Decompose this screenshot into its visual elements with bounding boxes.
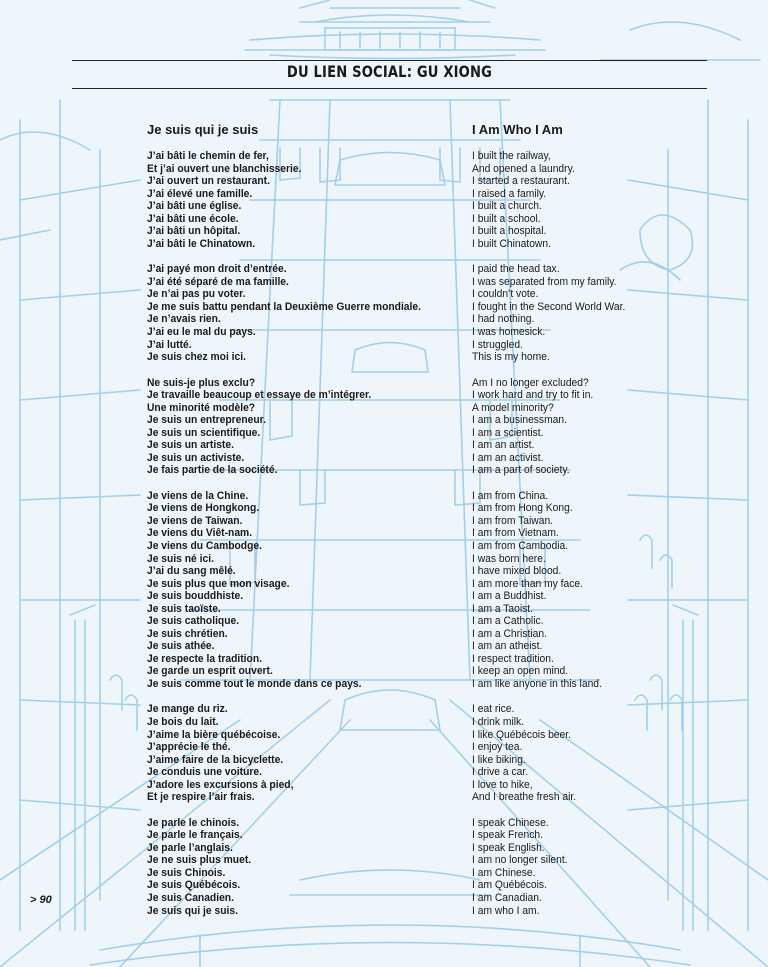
poem-line: Je viens du Viêt-nam.	[147, 527, 253, 540]
poem-line: Je me suis battu pendant la Deuxième Guerre mondiale.	[147, 300, 421, 313]
poem-line: I am from Cambodia.	[472, 539, 569, 552]
poem-line: I started a restaurant.	[472, 175, 570, 188]
poem-line: I paid the head tax.	[472, 263, 560, 276]
poem-line: J’ai bâti un hôpital.	[147, 225, 241, 238]
french-poem-heading: Je suis qui je suis	[147, 122, 259, 137]
french-stanza	[147, 703, 447, 803]
poem-line: Je suis taoïste.	[147, 602, 221, 615]
english-stanza	[472, 817, 742, 917]
poem-line: I am Canadian.	[472, 891, 542, 904]
poem-line: I enjoy tea.	[472, 741, 523, 754]
poem-line: Je viens de Taiwan.	[147, 514, 243, 527]
poem-line: I drink milk.	[472, 715, 525, 728]
poem-line: I was separated from my family.	[472, 275, 617, 288]
poem-line: I respect tradition.	[472, 652, 554, 665]
poem-line: J’aime faire de la bicyclette.	[147, 753, 284, 766]
english-stanza	[472, 490, 742, 691]
poem-line: I am a Christian.	[472, 627, 547, 640]
poem-line: Je suis un artiste.	[147, 439, 234, 452]
poem-line: I am from Vietnam.	[472, 527, 559, 540]
poem-line: Je suis bouddhiste.	[147, 590, 244, 603]
title-rule-top	[72, 60, 707, 61]
poem-line: A model minority?	[472, 401, 554, 414]
poem-line: I am who I am.	[472, 904, 540, 917]
poem-line: J’ai ouvert un restaurant.	[147, 175, 270, 188]
poem-line: Je n’avais rien.	[147, 313, 221, 326]
french-stanza	[147, 490, 447, 691]
english-stanza	[472, 263, 742, 363]
french-stanzas	[147, 150, 447, 917]
poem-line: Je conduis une voiture.	[147, 766, 262, 779]
poem-line: I am Chinese.	[472, 866, 536, 879]
poem-line: Je suis chrétien.	[147, 627, 228, 640]
poem-line: I am a Catholic.	[472, 615, 544, 628]
poem-line: I am an atheist.	[472, 640, 543, 653]
poem-line: I am a Buddhist.	[472, 590, 547, 603]
poem-line: Je respecte la tradition.	[147, 652, 262, 665]
poem-line: Et j’ai ouvert une blanchisserie.	[147, 162, 302, 175]
french-poem-column	[147, 122, 447, 930]
poem-line: J’aime la bière québécoise.	[147, 728, 281, 741]
poem-line: Je suis Chinois.	[147, 866, 226, 879]
title-rule-bottom	[72, 88, 707, 89]
poem-line: I speak French.	[472, 829, 543, 842]
poem-line: I am a businessman.	[472, 414, 567, 427]
poem-line: I was born here.	[472, 552, 546, 565]
poem-line: J’ai payé mon droit d’entrée.	[147, 263, 287, 276]
poem-line: I built a school.	[472, 212, 541, 225]
poem-line: J’apprécie le thé.	[147, 741, 231, 754]
poem-line: J’adore les excursions à pied,	[147, 778, 294, 791]
poem-line: Je suis Québécois.	[147, 879, 241, 892]
french-stanza	[147, 377, 447, 477]
poem-line: I speak Chinese.	[472, 816, 549, 829]
poem-line: I am from Hong Kong.	[472, 502, 573, 515]
poem-line: I am Québécois.	[472, 879, 547, 892]
poem-line: J’ai eu le mal du pays.	[147, 326, 256, 338]
poem-line: I am more than my face.	[472, 577, 583, 590]
poem-line: I have mixed blood.	[472, 565, 562, 578]
poem-line: I work hard and try to fit in.	[472, 389, 594, 402]
poem-line: Je suis plus que mon visage.	[147, 577, 290, 590]
poem-line: And I breathe fresh air.	[472, 791, 577, 804]
poem-line: Je fais partie de la société.	[147, 464, 278, 477]
poem-line: Une minorité modèle?	[147, 401, 256, 414]
poem-line: J’ai lutté.	[147, 338, 192, 351]
english-stanza	[472, 703, 742, 803]
french-stanza	[147, 263, 447, 363]
poem-line: Am I no longer excluded?	[472, 376, 589, 389]
poem-line: I built a church.	[472, 200, 542, 213]
poem-line: I couldn’t vote.	[472, 288, 539, 301]
poem-line: I am a Taoist.	[472, 602, 534, 615]
poem-line: Je garde un esprit ouvert.	[147, 665, 273, 678]
poem-line: Je suis comme tout le monde dans ce pays.	[147, 678, 362, 690]
poem-line: J’ai été séparé de ma famille.	[147, 275, 289, 288]
poem-line: I fought in the Second World War.	[472, 300, 626, 313]
poem-line: J’ai bâti le Chinatown.	[147, 237, 256, 250]
french-stanza	[147, 817, 447, 917]
page-title: DU LIEN SOCIAL: GU XIONG	[286, 62, 493, 81]
poem-line: I am a scientist.	[472, 426, 544, 439]
poem-line: I built a hospital.	[472, 225, 547, 238]
poem-line: Je bois du lait.	[147, 715, 219, 728]
poem-line: Je parle le chinois.	[147, 816, 240, 829]
poem-line: I am an activist.	[472, 451, 544, 464]
poem-line: J’ai du sang mêlé.	[147, 565, 236, 578]
poem-line: I struggled.	[472, 338, 523, 351]
poem-line: I eat rice.	[472, 703, 515, 716]
poem-line: I am like anyone in this land.	[472, 678, 602, 690]
poem-line: J’ai bâti une église.	[147, 200, 242, 213]
poem-line: I keep an open mind.	[472, 665, 569, 678]
page-number: > 90	[30, 894, 52, 906]
poem-line: I was homesick.	[472, 326, 546, 338]
poem-line: I am from China.	[472, 489, 549, 502]
poem-line: Je viens de Hongkong.	[147, 502, 260, 515]
poem-line: I raised a family.	[472, 187, 547, 200]
poem-line: I am a part of society.	[472, 464, 570, 477]
english-stanza	[472, 150, 742, 250]
poem-line: J’ai bâti une école.	[147, 212, 239, 225]
poem-line: Je suis qui je suis.	[147, 904, 238, 917]
poem-line: Je suis Canadien.	[147, 891, 234, 904]
poem-line: J’ai bâti le chemin de fer,	[147, 150, 269, 162]
poem-line: I am an artist.	[472, 439, 535, 452]
poem-line: Je parle le français.	[147, 829, 243, 842]
poem-line: I built the railway,	[472, 150, 551, 162]
poem-line: Je suis né ici.	[147, 552, 214, 565]
poem-line: I like Québécois beer.	[472, 728, 571, 741]
poem-line: I drive a car.	[472, 766, 529, 779]
poem-line: I speak English.	[472, 841, 545, 854]
poem-line: I built Chinatown.	[472, 237, 551, 250]
english-poem-heading: I Am Who I Am	[472, 122, 563, 137]
french-stanza	[147, 150, 447, 250]
poem-line: This is my home.	[472, 351, 550, 364]
poem-line: Je ne suis plus muet.	[147, 854, 252, 867]
poem-line: Je suis un scientifique.	[147, 426, 261, 439]
poem-line: Je parle l’anglais.	[147, 841, 233, 854]
poem-line: Je suis un entrepreneur.	[147, 414, 266, 427]
english-stanzas	[472, 150, 742, 917]
poem-line: Je viens de la Chine.	[147, 489, 249, 502]
poem-line: Je travaille beaucoup et essaye de m’intégrer.	[147, 389, 372, 402]
poem-line: I had nothing.	[472, 313, 535, 326]
poem-line: Je suis chez moi ici.	[147, 351, 246, 364]
poem-line: I like biking.	[472, 753, 526, 766]
poem-line: Et je respire l’air frais.	[147, 791, 255, 804]
poem-line: Je viens du Cambodge.	[147, 539, 262, 552]
poem-line: Je suis un activiste.	[147, 451, 245, 464]
poem-line: I love to hike,	[472, 778, 533, 791]
english-stanza	[472, 377, 742, 477]
english-poem-column	[472, 122, 742, 930]
poem-line: And opened a laundry.	[472, 162, 575, 175]
poem-line: Ne suis-je plus exclu?	[147, 376, 256, 389]
poem-line: I am no longer silent.	[472, 854, 568, 867]
poem-line: Je suis catholique.	[147, 615, 240, 628]
poem-line: I am from Taiwan.	[472, 514, 554, 527]
poem-line: Je n’ai pas pu voter.	[147, 288, 246, 301]
poem-line: J’ai élevé une famille.	[147, 187, 253, 200]
poem-line: Je suis athée.	[147, 640, 215, 653]
poem-line: Je mange du riz.	[147, 703, 228, 716]
